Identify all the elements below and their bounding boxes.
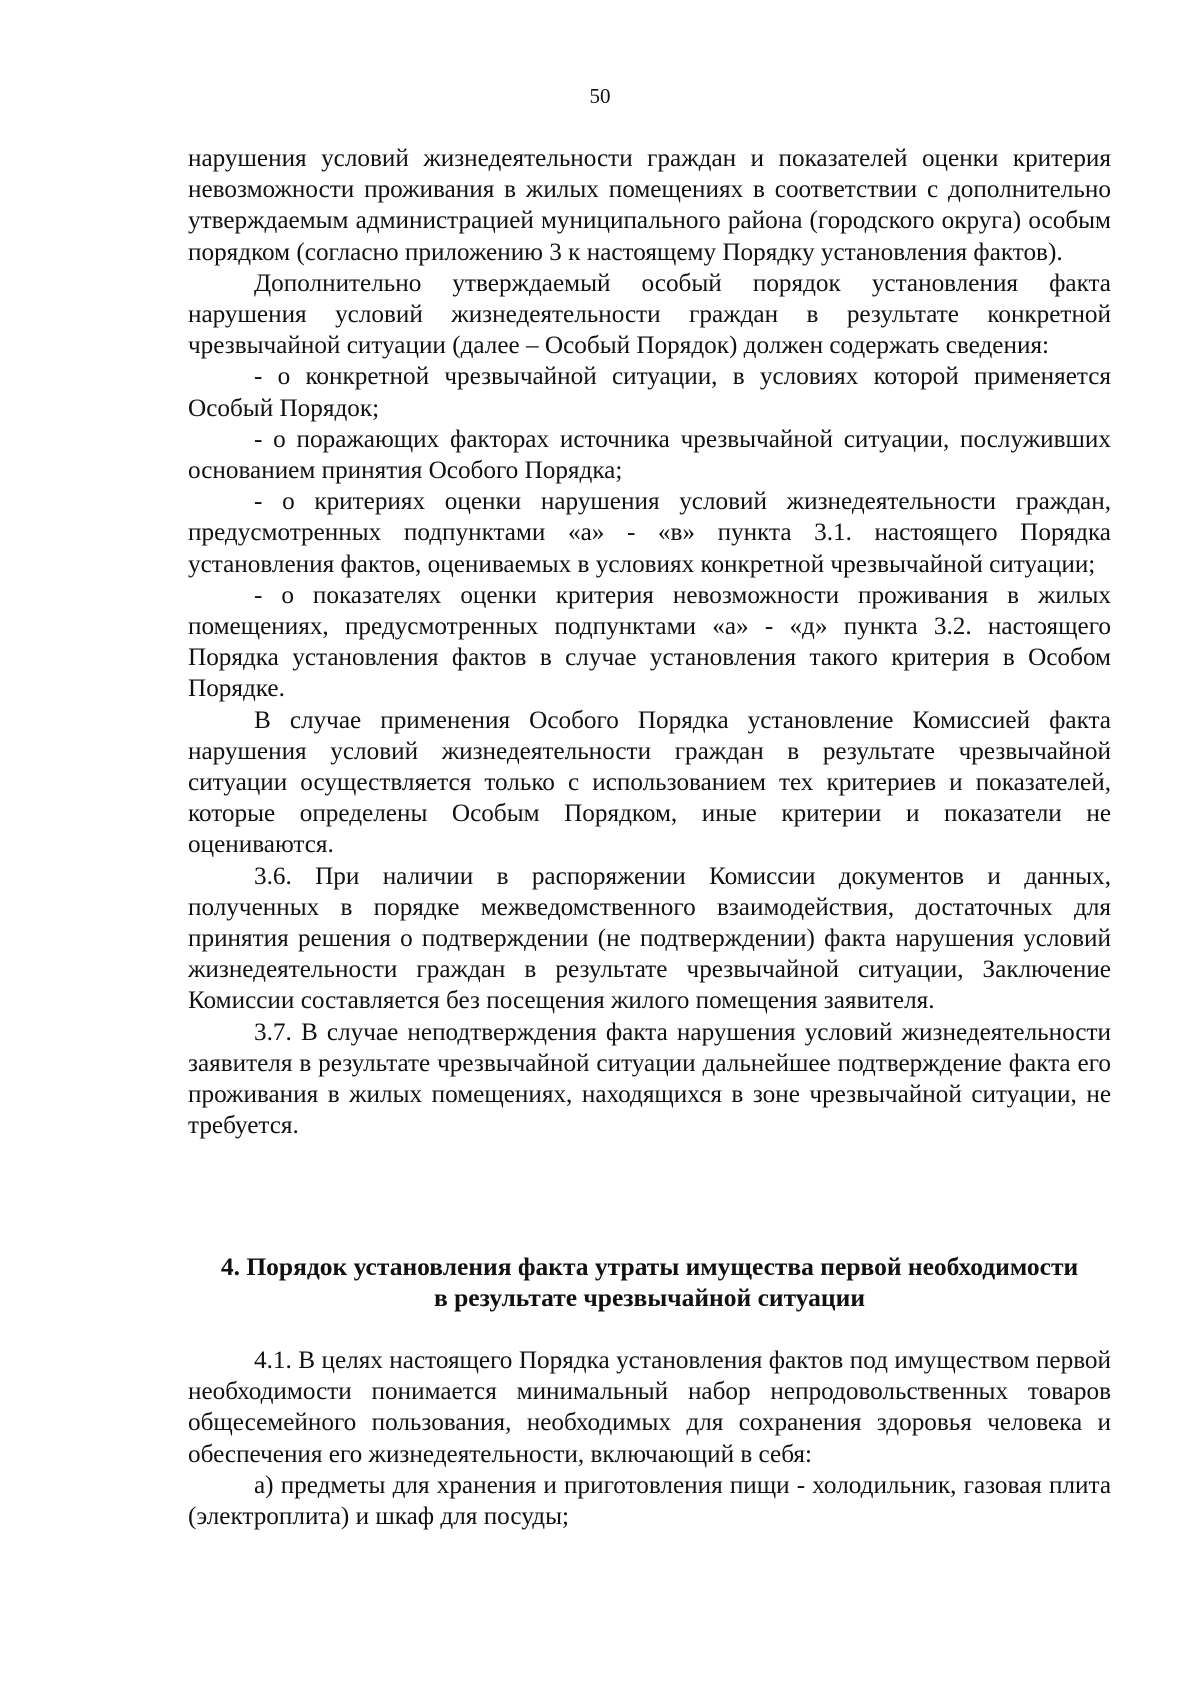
paragraph-3-7: 3.7. В случае неподтверждения факта нарушения условий жизнедеятельности заявителя в результате чрезвычайной ситуации дальнейшее подтверждение факта его проживания в жилых помещениях, находящихся в зоне чрезвычайной ситуации, не требуется. — [188, 1018, 1111, 1140]
list-item-indicators: - о показателях оценки критерия невозможности проживания в жилых помещениях, предусмотренных подпунктами «а» - «д» пункта 3.2. настоящего Порядка установления фактов в случае установления такого критерия в Особом Порядке. — [188, 581, 1111, 703]
section-4-heading-line-1: 4. Порядок установления факта утраты имущества первой необходимости — [220, 1252, 1079, 1281]
list-item-factors: - о поражающих факторах источника чрезвычайной ситуации, послуживших основанием принятия Особого Порядка; — [188, 425, 1111, 485]
page-number: 50 — [589, 84, 611, 108]
paragraph-application: В случае применения Особого Порядка установление Комиссией факта нарушения условий жизнедеятельности граждан в результате чрезвычайной ситуации осуществляется только с использованием тех критериев и показателей, которые определены Особым Порядком, иные критерии и показатели не оцениваются. — [188, 706, 1111, 859]
section-4-heading — [188, 1251, 1111, 1313]
list-item-food-storage: а) предметы для хранения и приготовления пищи - холодильник, газовая плита (электроплита) и шкаф для посуды; — [188, 1471, 1111, 1531]
section-4-heading-line-2: в результате чрезвычайной ситуации — [433, 1283, 866, 1312]
section-4-text — [188, 1345, 1111, 1532]
list-item-emergency: - о конкретной чрезвычайной ситуации, в условиях которой применяется Особый Порядок; — [188, 363, 1111, 422]
paragraph-special-order: Дополнительно утверждаемый особый порядок установления факта нарушения условий жизнедеятельности граждан в результате конкретной чрезвычайной ситуации (далее – Особый Порядок) должен содержать сведения: — [188, 269, 1111, 360]
section-3-text — [188, 143, 1111, 1142]
list-item-criteria: - о критериях оценки нарушения условий жизнедеятельности граждан, предусмотренных подпунктами «а» - «в» пункта 3.1. настоящего Порядка установления фактов, оцениваемых в условиях конкретной чрезвычайной ситуации; — [188, 488, 1111, 578]
paragraph-continuation: нарушения условий жизнедеятельности граждан и показателей оценки критерия невозможности проживания в жилых помещениях в соответствии с дополнительно утверждаемым администрацией муниципального района (городского округа) особым порядком (согласно приложению 3 к настоящему Порядку установления фактов). — [188, 145, 1111, 266]
paragraph-4-1: 4.1. В целях настоящего Порядка установления фактов под имуществом первой необходимости понимается минимальный набор непродовольственных товаров общесемейного пользования, необходимых для сохранения здоровья человека и обеспечения его жизнедеятельности, включающий в себя: — [188, 1347, 1111, 1468]
paragraph-3-6: 3.6. При наличии в распоряжении Комиссии документов и данных, полученных в порядке межведомственного взаимодействия, достаточных для принятия решения о подтверждении (не подтверждении) факта нарушения условий жизнедеятельности граждан в результате чрезвычайной ситуации, Заключение Комиссии составляется без посещения жилого помещения заявителя. — [188, 862, 1111, 1015]
